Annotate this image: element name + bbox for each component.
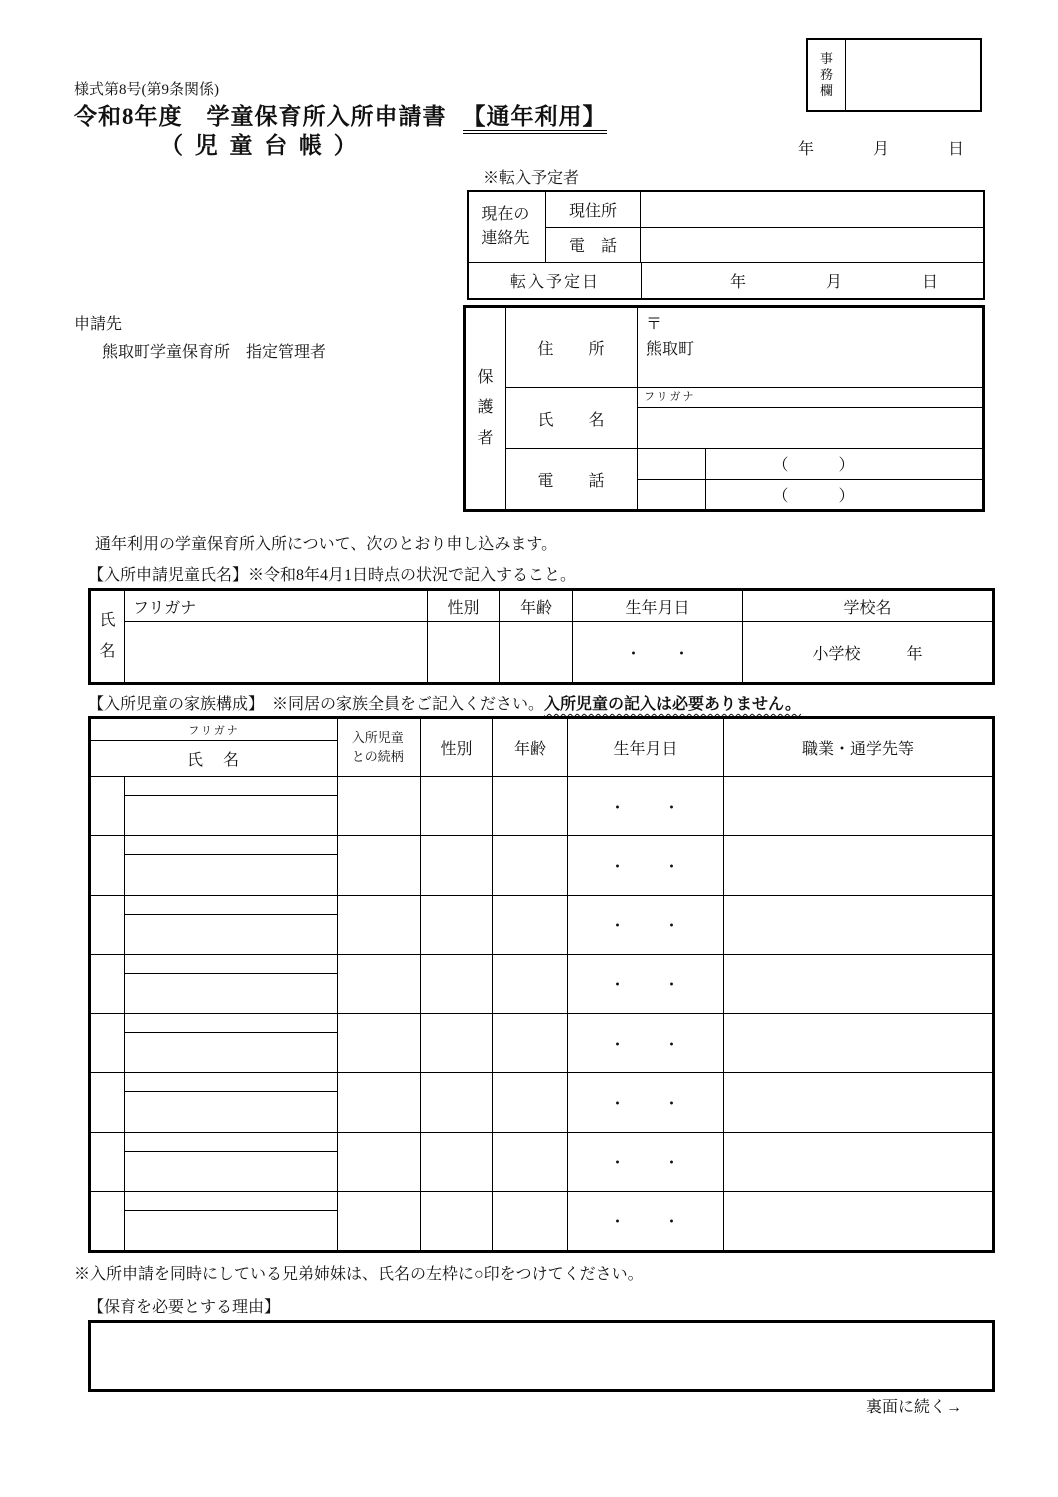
child-school-header: 学校名 <box>843 599 892 617</box>
family-furigana-field <box>125 777 337 796</box>
guardian-address-label: 住 所 <box>506 308 638 387</box>
title-main: 令和8年度 学童保育所入所申請書 <box>74 104 447 129</box>
family-name-field <box>125 974 337 1013</box>
family-relation-field <box>338 777 421 835</box>
child-age-field <box>500 622 573 682</box>
transfer-note: ※転入予定者 <box>483 170 580 187</box>
family-row-8 <box>91 1192 992 1250</box>
family-furigana-field <box>125 1192 337 1211</box>
application-to-value: 熊取町学童保育所 指定管理者 <box>102 344 327 361</box>
child-sex-header: 性別 <box>428 591 500 621</box>
current-address-label: 現住所 <box>546 192 641 227</box>
reason-section-heading: 【保育を必要とする理由】 <box>88 1299 281 1316</box>
family-name-field <box>125 796 337 835</box>
guardian-furigana-label: フリガナ <box>638 388 982 408</box>
transfer-date-field <box>642 263 983 298</box>
family-row-6 <box>91 1073 992 1132</box>
family-relation-header: 入所児童との続柄 <box>338 719 421 776</box>
sibling-mark-cell <box>91 1133 125 1191</box>
guardian-side-label-cell <box>466 308 506 509</box>
child-table <box>88 588 995 685</box>
family-furigana-field <box>125 1014 337 1033</box>
guardian-side-label: 保護者 <box>477 368 494 447</box>
current-contact-label: 現在の連絡先 <box>481 206 530 247</box>
guardian-phone-label: 電 話 <box>506 449 638 509</box>
sibling-mark-cell <box>91 1014 125 1072</box>
family-name-field <box>125 1092 337 1131</box>
family-age-field <box>493 1014 568 1072</box>
family-job-header: 職業・通学先等 <box>801 741 914 758</box>
family-row-5 <box>91 1014 992 1073</box>
sibling-mark-cell <box>91 1073 125 1131</box>
family-age-field <box>493 896 568 954</box>
family-row-1 <box>91 777 992 836</box>
family-birth-field: ・ ・ <box>568 1073 724 1131</box>
family-age-field <box>493 1073 568 1131</box>
family-furigana-field <box>125 896 337 915</box>
child-age-header: 年齢 <box>500 591 573 621</box>
current-address-field <box>641 192 983 227</box>
family-job-field <box>724 777 992 835</box>
family-birth-field: ・ ・ <box>568 777 724 835</box>
current-phone-field <box>641 228 983 263</box>
family-sex-field <box>421 1014 493 1072</box>
sibling-mark-cell <box>91 777 125 835</box>
family-row-7 <box>91 1133 992 1192</box>
family-row-2 <box>91 836 992 895</box>
family-furigana-field <box>125 1133 337 1152</box>
family-furigana-header: フリガナ <box>91 719 337 741</box>
family-row-4 <box>91 955 992 1014</box>
page-subtitle: （ 児 童 台 帳 ） <box>160 133 360 158</box>
child-sex-field <box>428 622 500 682</box>
family-birth-field: ・ ・ <box>568 896 724 954</box>
form-number: 様式第8号(第9条関係) <box>74 82 219 98</box>
family-name-field <box>125 1211 337 1250</box>
guardian-phone1-type-cell <box>638 449 706 479</box>
family-name-header: 氏 名 <box>186 752 241 769</box>
family-row-3 <box>91 896 992 955</box>
child-furigana-header: フリガナ <box>125 591 428 621</box>
transfer-date-month: 月 <box>825 274 842 291</box>
transfer-table <box>467 190 985 300</box>
guardian-name-field <box>638 408 982 448</box>
child-school-suffix: 小学校 <box>812 645 861 663</box>
sibling-mark-cell <box>91 836 125 894</box>
family-name-field <box>125 1152 337 1191</box>
family-name-field <box>125 1033 337 1072</box>
transfer-date-day: 日 <box>921 274 938 291</box>
family-furigana-field <box>125 1073 337 1092</box>
guardian-postal-mark: 〒 <box>646 316 663 333</box>
continue-on-back-note: 裏面に続く→ <box>866 1399 963 1416</box>
family-name-field <box>125 855 337 894</box>
child-school-field <box>743 622 992 682</box>
family-sex-field <box>421 896 493 954</box>
family-job-field <box>724 1192 992 1250</box>
family-relation-field <box>338 1133 421 1191</box>
family-birth-field: ・ ・ <box>568 836 724 894</box>
family-sex-field <box>421 1192 493 1250</box>
family-relation-field <box>338 955 421 1013</box>
family-sex-field <box>421 1133 493 1191</box>
application-statement: 通年利用の学童保育所入所について、次のとおり申し込みます。 <box>95 536 558 553</box>
transfer-date-label: 転入予定日 <box>469 263 642 298</box>
office-use-blank-cell <box>846 40 980 110</box>
family-birth-field: ・ ・ <box>568 1192 724 1250</box>
family-table <box>88 716 995 1253</box>
header-date-day: 日 <box>947 141 964 158</box>
guardian-phone2-field: （ ） <box>772 487 861 505</box>
sibling-circle-note: ※入所申請を同時にしている兄弟姉妹は、氏名の左枠に○印をつけてください。 <box>74 1266 644 1283</box>
header-date-year: 年 <box>798 141 815 158</box>
sibling-mark-cell <box>91 955 125 1013</box>
family-relation-field <box>338 1192 421 1250</box>
family-job-field <box>724 1133 992 1191</box>
family-job-field <box>724 896 992 954</box>
office-use-label-cell <box>808 40 846 110</box>
family-relation-field <box>338 1014 421 1072</box>
current-contact-label-cell <box>469 192 546 262</box>
child-birth-field: ・ ・ <box>573 622 743 682</box>
family-heading-main: 【入所児童の家族構成】 ※同居の家族全員をご記入ください。 <box>88 696 545 713</box>
office-use-label: 事務欄 <box>819 50 833 99</box>
current-phone-label: 電 話 <box>546 228 641 263</box>
family-furigana-field <box>125 836 337 855</box>
family-age-field <box>493 955 568 1013</box>
transfer-date-year: 年 <box>730 274 747 291</box>
sibling-mark-cell <box>91 896 125 954</box>
family-sex-field <box>421 777 493 835</box>
family-job-field <box>724 955 992 1013</box>
family-birth-field: ・ ・ <box>568 1014 724 1072</box>
family-job-field <box>724 836 992 894</box>
office-use-box <box>806 38 982 112</box>
family-sex-field <box>421 1073 493 1131</box>
guardian-phone1-field: （ ） <box>772 457 861 475</box>
guardian-phone2-type-cell <box>638 480 706 510</box>
sibling-mark-cell <box>91 1192 125 1250</box>
care-reason-field <box>88 1320 995 1392</box>
family-birth-field: ・ ・ <box>568 955 724 1013</box>
child-grade-suffix: 年 <box>906 645 923 663</box>
family-age-field <box>493 1133 568 1191</box>
family-heading-bold-note: 入所児童の記入は必要ありません。 <box>544 696 801 713</box>
family-relation-field <box>338 896 421 954</box>
family-relation-field <box>338 1073 421 1131</box>
guardian-table <box>463 305 985 512</box>
child-section-heading: 【入所申請児童氏名】※令和8年4月1日時点の状況で記入すること。 <box>88 567 577 584</box>
family-name-field <box>125 915 337 954</box>
family-job-field <box>724 1073 992 1131</box>
header-date-month: 月 <box>872 141 889 158</box>
child-name-side-label: 氏名 <box>99 612 116 660</box>
family-sex-header: 性別 <box>421 719 493 776</box>
family-age-field <box>493 836 568 894</box>
family-birth-header: 生年月日 <box>568 719 724 776</box>
title-usage-type: 【通年利用】 <box>463 104 607 134</box>
family-sex-field <box>421 955 493 1013</box>
application-to-label: 申請先 <box>74 316 123 333</box>
family-age-field <box>493 777 568 835</box>
child-name-field <box>125 622 428 682</box>
guardian-address-field <box>638 308 982 387</box>
child-name-side-cell <box>91 591 125 682</box>
header-date-line <box>798 136 964 159</box>
family-age-field <box>493 1192 568 1250</box>
family-relation-field <box>338 836 421 894</box>
family-sex-field <box>421 836 493 894</box>
family-furigana-field <box>125 955 337 974</box>
child-birth-header: 生年月日 <box>573 591 743 621</box>
guardian-address-prefill: 熊取町 <box>646 340 695 358</box>
family-age-header: 年齢 <box>493 719 568 776</box>
guardian-name-label: 氏 名 <box>506 388 638 448</box>
family-job-field <box>724 1014 992 1072</box>
family-section-heading <box>88 691 801 714</box>
family-birth-field: ・ ・ <box>568 1133 724 1191</box>
